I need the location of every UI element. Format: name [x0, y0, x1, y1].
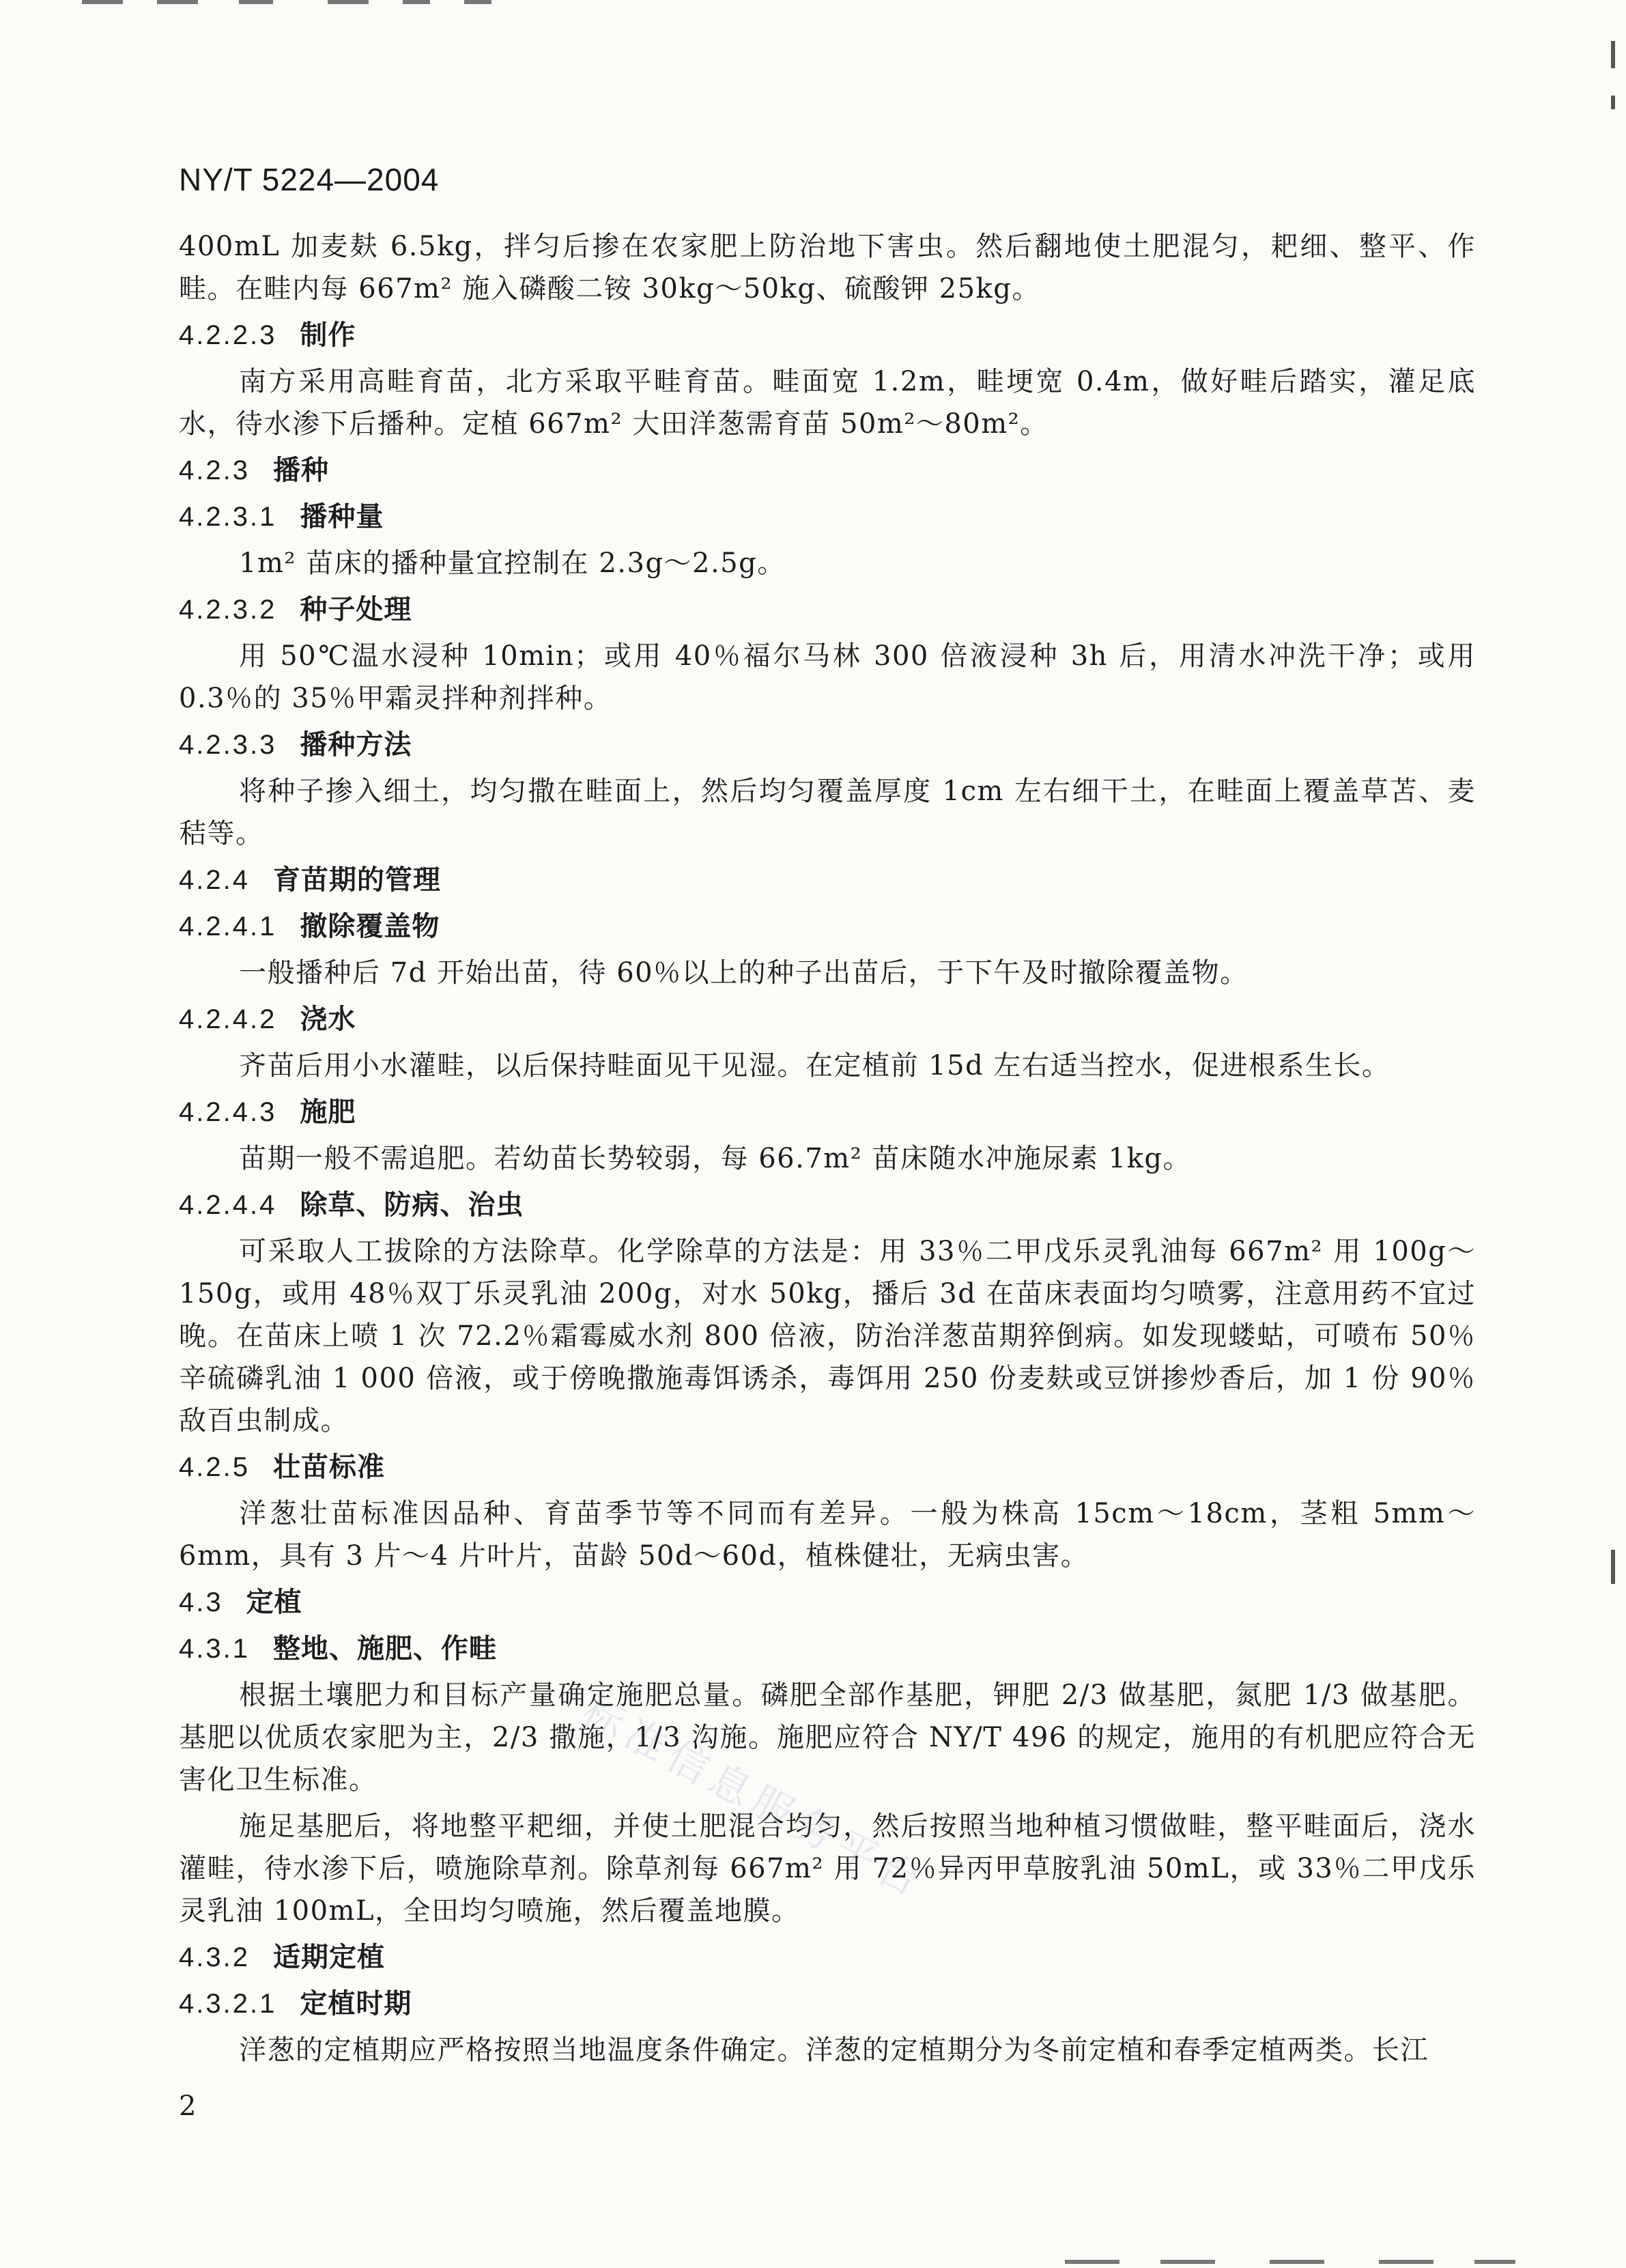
section-title: 整地、施肥、作畦 [272, 1633, 497, 1664]
page-number: 2 [179, 2090, 197, 2122]
section-number: 4.2.5 [179, 1452, 250, 1482]
section-title: 壮苗标准 [272, 1451, 385, 1483]
section-heading [179, 859, 1476, 901]
section-number: 4.2.3.3 [179, 730, 277, 760]
section-heading [179, 998, 1476, 1040]
section-heading [179, 314, 1476, 356]
section-title: 播种 [272, 455, 329, 486]
body-paragraph: 洋葱的定植期应严格按照当地温度条件确定。洋葱的定植期分为冬前定植和春季定植两类。长江 [239, 2035, 1429, 2066]
section-heading [179, 589, 1476, 631]
section-heading [179, 496, 1476, 538]
section-number: 4.2.4 [179, 865, 250, 895]
body-paragraph: 根据土壤肥力和目标产量确定施肥总量。磷肥全部作基肥，钾肥 2/3 做基肥，氮肥 1/3 做基肥。基肥以优质农家肥为主，2/3 撒施，1/3 沟施。施肥应符合 NY/T 496 的规定，施用的有机肥应符合无害化卫生标准。 [179, 1679, 1476, 1796]
section-heading [179, 1184, 1476, 1226]
standard-code-header: NY/T 5224—2004 [179, 162, 440, 197]
section-title: 制作 [300, 320, 356, 351]
section-number: 4.2.3.2 [179, 595, 277, 625]
body-paragraph: 可采取人工拔除的方法除草。化学除草的方法是：用 33％二甲戊乐灵乳油每 667m² 用 100g～150g，或用 48％双丁乐灵乳油 200g，对水 50kg，播后 3d 在苗床表面均匀喷雾，注意用药不宜过晚。在苗床上喷 1 次 72.2％霜霉威水剂 800 倍液，防治洋葱苗期猝倒病。如发现蝼蛄，可喷布 50％辛硫磷乳油 1 000 倍液，或于傍晚撒施毒饵诱杀，毒饵用 250 份麦麸或豆饼掺炒香后，加 1 份 90％敌百虫制成。 [179, 1236, 1476, 1436]
section-number: 4.3.1 [179, 1634, 250, 1664]
section-title: 适期定植 [272, 1942, 385, 1973]
section-title: 定植 [246, 1587, 302, 1618]
section-title: 育苗期的管理 [272, 864, 441, 896]
scan-artifact-edge [1611, 96, 1615, 109]
body-paragraph: 将种子掺入细土，均匀撒在畦面上，然后均匀覆盖厚度 1cm 左右细干土，在畦面上覆盖草苫、麦秸等。 [179, 776, 1476, 849]
section-heading [179, 1936, 1476, 1979]
scan-artifact-top [82, 0, 696, 10]
body-paragraph: 用 50℃温水浸种 10min；或用 40％福尔马林 300 倍液浸种 3h 后，用清水冲洗干净；或用 0.3％的 35％甲霜灵拌种剂拌种。 [179, 640, 1476, 714]
section-title: 种子处理 [300, 594, 412, 625]
body-paragraph: 400mL 加麦麸 6.5kg，拌匀后掺在农家肥上防治地下害虫。然后翻地使土肥混匀，耙细、整平、作畦。在畦内每 667m² 施入磷酸二铵 30kg～50kg、硫酸钾 25kg。 [179, 231, 1476, 304]
body-paragraph: 施足基肥后，将地整平耙细，并使土肥混合均匀，然后按照当地种植习惯做畦，整平畦面后，浇水灌畦，待水渗下后，喷施除草剂。除草剂每 667m² 用 72％异丙甲草胺乳油 50mL，或 33％二甲戊乐灵乳油 100mL，全田均匀喷施，然后覆盖地膜。 [179, 1811, 1476, 1927]
section-heading [179, 1091, 1476, 1133]
section-title: 除草、防病、治虫 [300, 1189, 524, 1221]
body-paragraph: 齐苗后用小水灌畦，以后保持畦面见干见湿。在定植前 15d 左右适当控水，促进根系生长。 [239, 1050, 1390, 1081]
section-heading [179, 1983, 1476, 2025]
section-number: 4.3.2.1 [179, 1989, 277, 2019]
section-number: 4.3 [179, 1587, 223, 1617]
body-paragraph: 一般播种后 7d 开始出苗，待 60％以上的种子出苗后，于下午及时撤除覆盖物。 [239, 957, 1249, 989]
section-number: 4.2.3 [179, 455, 250, 485]
scan-artifact-bottom [1065, 2254, 1543, 2264]
section-heading [179, 1581, 1476, 1624]
section-heading [179, 1446, 1476, 1488]
body-paragraph: 苗期一般不需追肥。若幼苗长势较弱，每 66.7m² 苗床随水冲施尿素 1kg。 [239, 1143, 1191, 1174]
scan-artifact-edge [1611, 1550, 1615, 1584]
body-paragraph: 洋葱壮苗标准因品种、育苗季节等不同而有差异。一般为株高 15cm～18cm，茎粗 5mm～6mm，具有 3 片～4 片叶片，苗龄 50d～60d，植株健壮，无病虫害。 [179, 1498, 1476, 1572]
section-number: 4.2.4.3 [179, 1097, 277, 1127]
scan-artifact-edge [1611, 41, 1615, 68]
section-number: 4.2.4.2 [179, 1004, 277, 1034]
section-heading [179, 905, 1476, 948]
section-heading [179, 449, 1476, 492]
section-heading [179, 724, 1476, 766]
section-number: 4.2.4.4 [179, 1190, 277, 1220]
section-heading [179, 1628, 1476, 1670]
watermark: 标准信息服务平台 [574, 1687, 935, 1910]
body-paragraph: 南方采用高畦育苗，北方采取平畦育苗。畦面宽 1.2m，畦埂宽 0.4m，做好畦后踏实，灌足底水，待水渗下后播种。定植 667m² 大田洋葱需育苗 50m²～80m²。 [179, 366, 1476, 440]
document-body [179, 225, 1476, 2075]
section-title: 浇水 [300, 1004, 356, 1035]
section-number: 4.2.3.1 [179, 502, 277, 532]
section-title: 施肥 [300, 1096, 356, 1128]
section-title: 定植时期 [300, 1988, 412, 2019]
section-number: 4.2.2.3 [179, 320, 277, 350]
section-number: 4.3.2 [179, 1942, 250, 1972]
section-title: 播种量 [300, 501, 384, 533]
section-title: 播种方法 [300, 729, 412, 761]
section-title: 撤除覆盖物 [300, 911, 440, 942]
section-number: 4.2.4.1 [179, 911, 277, 941]
body-paragraph: 1m² 苗床的播种量宜控制在 2.3g～2.5g。 [239, 548, 786, 579]
